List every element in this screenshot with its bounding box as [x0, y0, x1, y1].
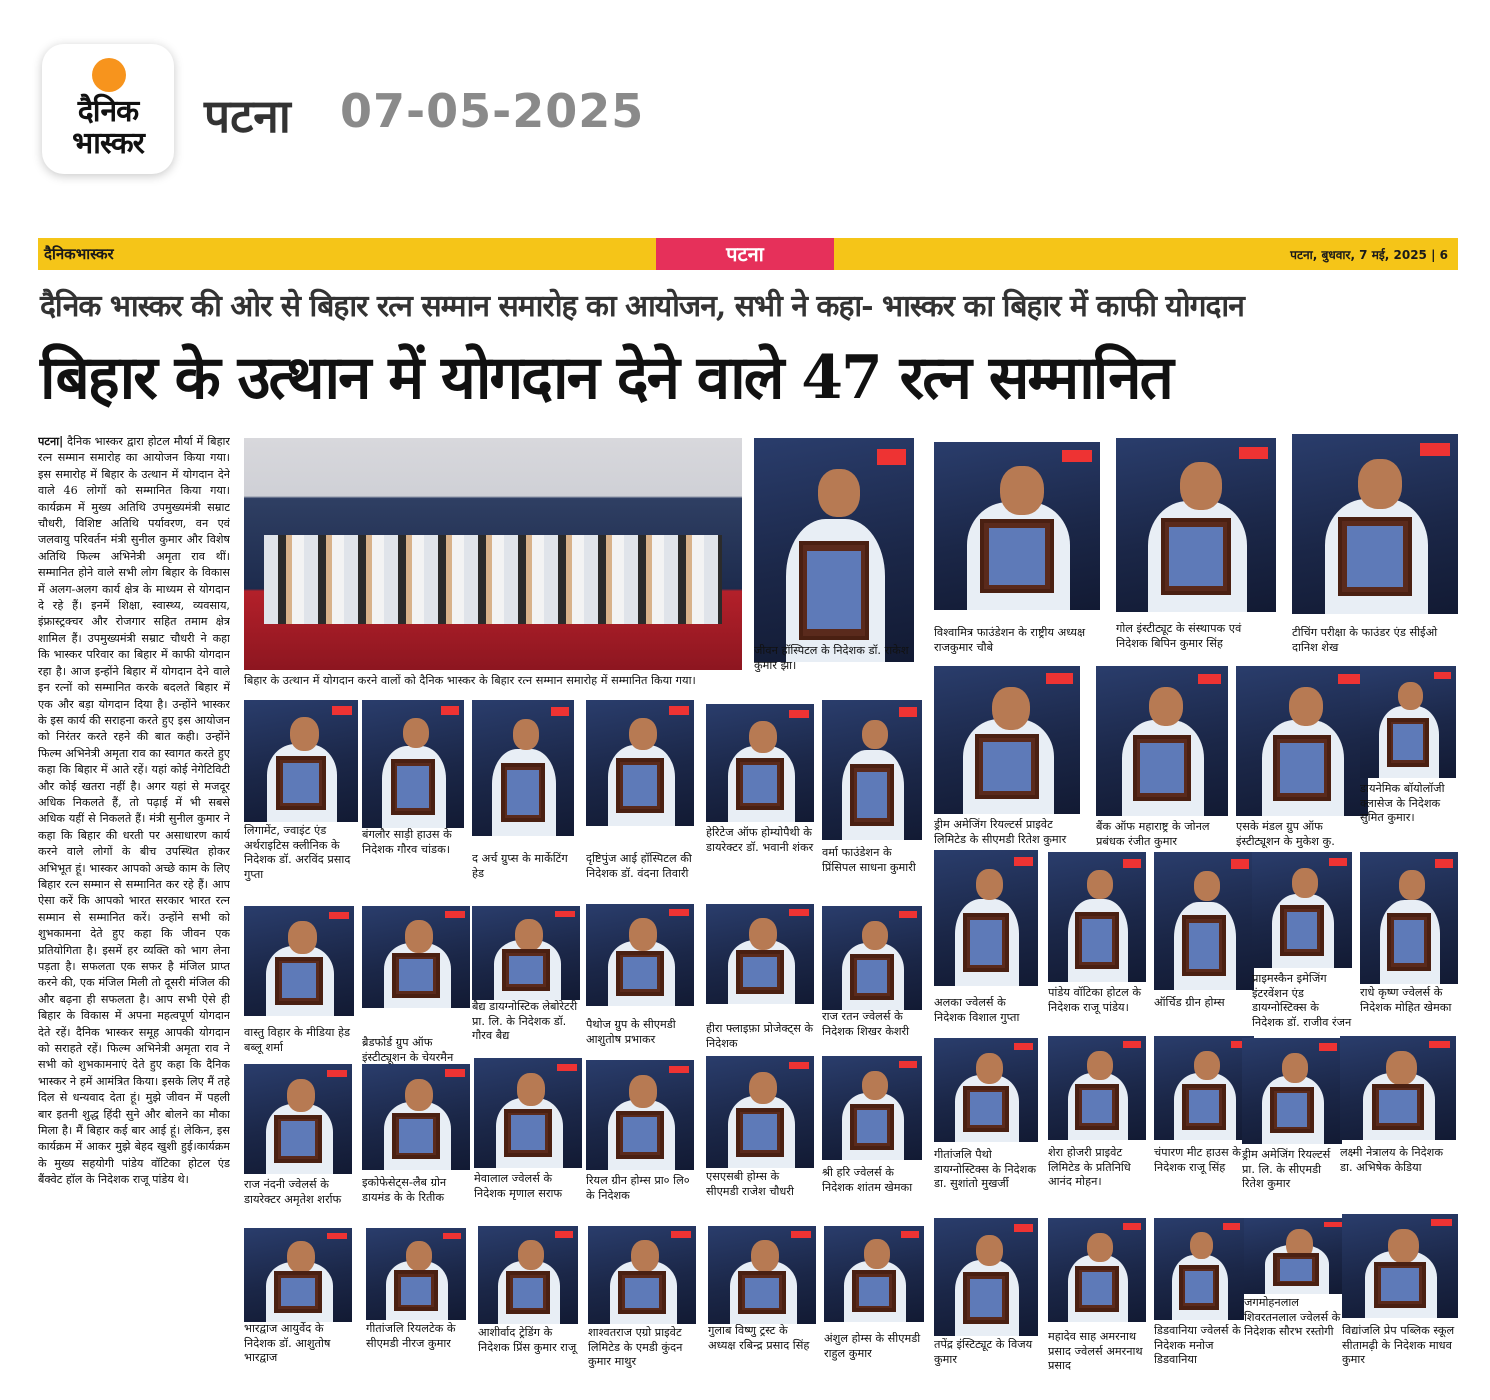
person-head — [629, 1075, 657, 1107]
honoree-photo — [472, 906, 580, 1000]
certificate-frame — [1273, 1253, 1319, 1286]
person-head — [1180, 462, 1222, 510]
photo-caption: टीचिंग परीक्षा के फाउंडर एंड सीईओ दानिश शेख — [1292, 626, 1438, 654]
dainik-bhaskar-logo[interactable]: दैनिक भास्कर — [42, 44, 174, 174]
event-logo — [1239, 447, 1268, 459]
person-head — [862, 720, 888, 750]
section-label: पटना — [656, 238, 834, 270]
certificate-frame — [1280, 905, 1324, 956]
event-logo — [332, 706, 353, 715]
certificate-frame — [1075, 1266, 1118, 1312]
honoree-photo — [586, 700, 694, 826]
person-head — [513, 719, 540, 749]
person-head — [1386, 1051, 1416, 1086]
person-head — [287, 1079, 315, 1111]
photo-caption: डिडवानिया ज्वेलर्स के निदेशक मनोज डिडवानिया — [1154, 1324, 1241, 1366]
photo-caption: गीतांजलि पैथो डायग्नोस्टिक्स के निदेशक डा. सुशांतो मुखर्जी — [934, 1148, 1037, 1190]
photo-caption: श्री हरि ज्वेलर्स के निदेशक शांतम खेमका — [822, 1166, 913, 1194]
newspaper-page — [38, 238, 1458, 1400]
photo-caption: ऑर्चिड ग्रीन होम्स — [1154, 996, 1225, 1009]
event-logo — [1338, 674, 1362, 685]
photo-caption: ड्रीम अमेजिंग रियल्टर्स प्रा. लि. के सीएमडी रितेश कुमार — [1242, 1148, 1331, 1190]
certificate-frame — [1179, 1265, 1219, 1310]
person-head — [864, 1239, 890, 1269]
event-logo — [877, 449, 906, 465]
certificate-frame — [1075, 912, 1118, 969]
honoree-photo — [934, 1038, 1038, 1142]
person-head — [862, 1071, 888, 1101]
honoree-photo — [244, 906, 354, 1016]
certificate-frame — [275, 957, 323, 1005]
certificate-frame — [1372, 1084, 1423, 1130]
certificate-frame — [1273, 735, 1331, 801]
honoree-photo — [1096, 666, 1228, 816]
certificate-frame — [963, 1086, 1009, 1132]
honoree-photo — [1360, 852, 1458, 984]
certificate-frame — [736, 1108, 784, 1157]
photo-caption: महादेव साह अमरनाथ प्रसाद ज्वेलर्स अमरनाथ प्रसाद — [1048, 1330, 1143, 1372]
event-logo — [445, 911, 464, 918]
certificate-frame — [616, 951, 664, 996]
person-head — [287, 1241, 315, 1273]
certificate-frame — [1338, 517, 1411, 596]
person-head — [1087, 870, 1112, 899]
certificate-frame — [736, 758, 784, 810]
honoree-photo — [1048, 1218, 1146, 1322]
honoree-photo — [362, 1064, 470, 1170]
event-logo — [441, 706, 459, 715]
person-head — [1149, 687, 1183, 726]
event-logo — [1046, 673, 1072, 683]
photo-caption: चंपारण मीट हाउस के निदेशक राजू सिंह — [1154, 1146, 1241, 1174]
honoree-photo — [934, 850, 1038, 986]
photo-caption: बंगलौर साड़ी हाउस के निदेशक गौरव चांडक। — [362, 828, 452, 856]
photo-caption: वर्मा फाउंडेशन के प्रिंसिपल साधना कुमारी — [822, 846, 916, 874]
certificate-frame — [501, 763, 546, 823]
certificate-frame — [618, 1271, 666, 1314]
certificate-frame — [963, 1272, 1009, 1324]
photo-caption: अंशुल होम्स के सीएमडी राहुल कुमार — [824, 1332, 921, 1360]
person-head — [749, 1072, 777, 1104]
photo-caption: पैथोज ग्रुप के सीएमडी आशुतोष प्रभाकर — [586, 1018, 676, 1046]
certificate-frame — [502, 949, 550, 990]
photo-caption: तपेंद्र इंस्टिट्यूट के विजय कुमार — [934, 1338, 1033, 1366]
honoree-photo — [586, 1060, 694, 1170]
event-logo — [671, 1231, 690, 1238]
event-logo — [555, 911, 574, 918]
certificate-frame — [852, 1270, 896, 1312]
person-head — [1000, 466, 1043, 516]
certificate-frame — [1387, 718, 1429, 767]
photo-caption: लक्ष्मी नेत्रालय के निदेशक डा. अभिषेक केडिया — [1340, 1146, 1444, 1174]
photo-caption: पांडेय वॉटिका होटल के निदेशक राजू पांडेय। — [1048, 986, 1142, 1014]
certificate-frame — [980, 519, 1053, 593]
certificate-frame — [1161, 518, 1231, 595]
photo-caption: शेरा होजरी प्राइवेट लिमिटेड के प्रतिनिधि आनंद मोहन। — [1048, 1146, 1131, 1188]
certificate-frame — [394, 1270, 438, 1310]
honoree-photo — [934, 442, 1100, 610]
person-head — [976, 1235, 1003, 1266]
certificate-frame — [391, 759, 436, 815]
photo-caption: ब्रैडफोर्ड ग्रुप ऑफ इंस्टीट्यूशन के चेयरमैन — [362, 1036, 454, 1064]
person-head — [1292, 868, 1318, 898]
person-head — [1190, 1232, 1213, 1259]
person-head — [1087, 1051, 1112, 1080]
photo-caption: दृष्टिपुंज आई हॉस्पिटल की निदेशक डॉ. वंदना तिवारी — [586, 852, 692, 880]
certificate-frame — [392, 953, 440, 998]
honoree-photo — [244, 1228, 352, 1322]
person-head — [629, 718, 657, 750]
certificate-frame — [1133, 735, 1191, 801]
honoree-photo — [706, 704, 814, 822]
certificate-frame — [1270, 1087, 1314, 1134]
stage-group-photo — [244, 438, 742, 670]
person-head — [1399, 870, 1424, 899]
event-logo — [1434, 672, 1451, 680]
honoree-photo — [1048, 852, 1146, 982]
honoree-photo — [1292, 434, 1458, 614]
event-logo — [669, 1066, 688, 1074]
certificate-frame — [392, 1113, 440, 1160]
honoree-photo — [244, 1064, 352, 1174]
person-head — [403, 718, 430, 748]
photo-caption: हीरा फ्लाइफ़ा प्रोजेक्ट्स के निदेशक — [706, 1022, 814, 1050]
headline: बिहार के उत्थान में योगदान देने वाले 47 रत्न सम्मानित — [40, 343, 1172, 413]
photo-caption: लिगामेंट, ज्वाइंट एंड अर्थराइटिस क्लीनिक के निदेशक डॉ. अरविंद प्रसाद गुप्ता — [244, 824, 351, 881]
event-logo — [789, 1062, 808, 1070]
photo-caption: बैंक ऑफ महाराष्ट्र के जोनल प्रबंधक रंजीत कुमार — [1096, 820, 1210, 848]
honoree-photo — [1154, 1036, 1254, 1140]
person-head — [1282, 1053, 1308, 1083]
event-logo — [1223, 1223, 1239, 1230]
event-logo — [1123, 1041, 1141, 1048]
person-head — [976, 1053, 1003, 1084]
certificate-frame — [274, 1115, 322, 1163]
person-head — [862, 921, 888, 951]
honoree-photo — [1242, 1038, 1342, 1144]
honorees-group — [264, 535, 722, 623]
paper-brand: दैनिकभास्कर — [44, 245, 114, 263]
honoree-photo — [1340, 1036, 1456, 1140]
person-head — [288, 921, 317, 954]
photo-caption: जीवन हॉस्पिटल के निदेशक डॉ. राकेश कुमार झा। — [754, 644, 909, 672]
certificate-frame — [736, 950, 784, 994]
event-logo — [899, 911, 917, 918]
event-logo — [1429, 1041, 1450, 1048]
photo-caption: बैद्य डायग्नोस्टिक लेबोरेटरी प्रा. लि. के निदेशक डॉ. गौरव बैद्य — [472, 1000, 578, 1042]
sun-icon — [92, 58, 126, 92]
person-head — [749, 918, 777, 950]
person-head — [631, 1240, 659, 1272]
event-logo — [1329, 858, 1347, 866]
honoree-photo — [1154, 1218, 1244, 1320]
certificate-frame — [738, 1271, 786, 1314]
event-logo — [901, 1231, 919, 1238]
photo-caption: विद्यांजलि प्रेप पब्लिक स्कूल सीतामढ़ी के निदेशक माधव कुमार — [1342, 1324, 1455, 1366]
person-head — [1358, 459, 1401, 509]
photo-caption: गोल इंस्टीट्यूट के संस्थापक एवं निदेशक बिपिन कुमार सिंह — [1116, 622, 1242, 650]
event-logo — [1319, 1043, 1337, 1050]
certificate-frame — [799, 541, 869, 640]
person-head — [1289, 687, 1323, 726]
certificate-frame — [506, 1271, 550, 1314]
certificate-frame — [850, 954, 894, 1000]
photo-caption: मेवालाल ज्वेलर्स के निदेशक मृणाल सराफ — [474, 1172, 563, 1200]
honoree-photo — [472, 700, 574, 836]
honoree-photo — [588, 1226, 696, 1324]
person-head — [405, 920, 433, 952]
certificate-frame — [963, 913, 1009, 973]
person-head — [629, 918, 657, 950]
event-logo — [1231, 859, 1249, 869]
event-logo — [791, 1231, 810, 1238]
subheadline: दैनिक भास्कर की ओर से बिहार रत्न सम्मान समारोह का आयोजन, सभी ने कहा- भास्कर का बिहार में काफी योगदान — [40, 289, 1244, 324]
honoree-photo — [1236, 666, 1368, 816]
honoree-photo — [1048, 1036, 1146, 1140]
certificate-frame — [1075, 1084, 1118, 1130]
edition-city: पटना — [204, 89, 291, 143]
honoree-photo — [474, 1058, 582, 1168]
event-logo — [899, 1061, 917, 1068]
photo-caption: जगमोहनलाल शिवरतनलाल ज्वेलर्स के निदेशक सौरभ रस्तोगी — [1244, 1296, 1341, 1338]
event-logo — [1014, 857, 1033, 867]
person-head — [992, 687, 1030, 731]
person-head — [1194, 871, 1220, 901]
certificate-frame — [1374, 1262, 1425, 1308]
honoree-photo — [934, 666, 1080, 814]
certificate-frame — [276, 756, 326, 810]
person-head — [1087, 1233, 1112, 1262]
person-head — [406, 1241, 432, 1271]
event-logo — [1431, 1219, 1452, 1226]
person-head — [405, 1079, 433, 1111]
event-logo — [669, 909, 688, 916]
event-logo — [1014, 1224, 1033, 1232]
event-logo — [551, 707, 569, 717]
photo-caption: विश्वामित्र फाउंडेशन के राष्ट्रीय अध्यक्ष राजकुमार चौबे — [934, 626, 1086, 654]
masthead-bar — [38, 238, 1458, 270]
honoree-photo — [1154, 852, 1254, 990]
person-head — [1398, 682, 1423, 711]
event-logo — [555, 1231, 573, 1238]
certificate-frame — [504, 1109, 552, 1157]
person-head — [518, 1240, 544, 1270]
event-logo — [329, 912, 349, 920]
honoree-photo — [822, 906, 922, 1010]
certificate-frame — [1182, 915, 1226, 976]
honoree-photo — [934, 1218, 1038, 1336]
event-logo — [327, 1070, 346, 1078]
event-logo — [445, 1069, 464, 1076]
honoree-photo — [822, 700, 922, 840]
photo-caption: प्राइमस्कैन इमेजिंग इंटरवेंशन एंड डायग्नोस्टिक्स के निदेशक डॉ. राजीव रंजन — [1252, 972, 1352, 1029]
event-logo — [1062, 450, 1092, 462]
honoree-photo — [1360, 666, 1456, 778]
event-logo — [789, 710, 808, 718]
photo-caption: वास्तु विहार के मीडिया हेड बब्लू शर्मा — [244, 1026, 351, 1054]
event-logo — [1123, 859, 1141, 868]
photo-caption: ड्रीम अमेजिंग रियल्टर्स प्राइवेट लिमिटेड के सीएमडी रितेश कुमार — [934, 818, 1067, 846]
event-logo — [557, 1064, 576, 1072]
photo-caption: एसएसबी होम्स के सीएमडी राजेश चौधरी — [706, 1170, 794, 1198]
honoree-photo — [706, 1056, 814, 1168]
event-logo — [327, 1233, 346, 1240]
photo-caption: भारद्वाज आयुर्वेद के निदेशक डॉ. आशुतोष भारद्वाज — [244, 1322, 331, 1364]
certificate-frame — [850, 1104, 894, 1150]
honoree-photo — [824, 1226, 924, 1322]
event-logo — [1198, 674, 1222, 685]
person-head — [976, 869, 1003, 900]
photo-caption: एसके मंडल ग्रुप ऑफ इंस्टीट्यूशन के मुकेश कु. — [1236, 820, 1335, 848]
event-logo — [899, 707, 917, 717]
person-head — [751, 1240, 779, 1272]
certificate-frame — [616, 758, 664, 813]
certificate-frame — [616, 1111, 664, 1159]
person-head — [818, 469, 860, 517]
article-body — [38, 434, 230, 1384]
photo-caption: द अर्च ग्रुप्स के मार्केटिंग हेड — [472, 852, 568, 880]
photo-caption: गीतांजलि रियलटेक के सीएमडी नीरज कुमार — [366, 1322, 456, 1350]
honoree-photo — [244, 700, 358, 822]
person-head — [1194, 1051, 1220, 1081]
person-head — [1388, 1229, 1418, 1264]
honoree-photo — [1342, 1214, 1458, 1318]
certificate-frame — [1387, 913, 1430, 971]
honoree-photo — [478, 1226, 578, 1324]
honoree-photo — [1116, 438, 1276, 612]
issue-info: पटना, बुधवार, 7 मई, 2025 | 6 — [1290, 248, 1448, 262]
photo-caption: राज रतन ज्वेलर्स के निदेशक शिखर केशरी — [822, 1010, 910, 1038]
honoree-photo — [586, 904, 694, 1006]
photo-caption: इकोफेसेट्स-लैब ग्रोन डायमंड के के रितीक — [362, 1176, 447, 1204]
photo-caption: बिहार के उत्थान में योगदान करने वालों को दैनिक भास्कर के बिहार रत्न सम्मान समारोह में सम्मानित किया गया। — [244, 674, 696, 687]
honoree-photo — [362, 700, 464, 828]
honoree-photo — [362, 906, 470, 1008]
honoree-photo — [708, 1226, 816, 1324]
edition-date: 07-05-2025 — [340, 84, 645, 138]
person-head — [290, 717, 320, 751]
photo-caption: शाश्वतराज एग्रो प्राइवेट लिमिटेड के एमडी कुंदन कुमार माथुर — [588, 1326, 683, 1368]
certificate-frame — [975, 734, 1039, 799]
event-logo — [1420, 443, 1450, 456]
photo-caption: हेरिटेज ऑफ होम्योपैथी के डायरेक्टर डॉ. भवानी शंकर — [706, 826, 814, 854]
honoree-photo — [1244, 1218, 1348, 1294]
honoree-photo — [706, 904, 814, 1004]
photo-caption: गुलाब विष्णु ट्रस्ट के अध्यक्ष रबिन्द्र प्रसाद सिंह — [708, 1324, 810, 1352]
event-logo — [1014, 1043, 1033, 1050]
photo-caption: राज नंदनी ज्वेलर्स के डायरेक्टर अमृतेश शर्राफ — [244, 1178, 342, 1206]
photo-caption: राधे कृष्ण ज्वेलर्स के निदेशक मोहित खेमका — [1360, 986, 1452, 1014]
certificate-frame — [274, 1271, 322, 1312]
honoree-photo — [754, 438, 914, 662]
person-head — [749, 721, 777, 753]
photo-caption: अलका ज्वेलर्स के निदेशक विशाल गुप्ता — [934, 996, 1020, 1024]
certificate-frame — [1182, 1084, 1226, 1130]
honoree-photo — [1252, 852, 1352, 968]
event-logo — [1324, 1222, 1343, 1227]
event-logo — [789, 909, 808, 916]
event-logo — [1123, 1223, 1141, 1230]
person-head — [515, 919, 543, 951]
dateline: पटना| — [38, 435, 64, 448]
event-logo — [669, 706, 688, 715]
event-logo — [443, 1233, 461, 1239]
person-head — [517, 1073, 545, 1105]
screenshot-header — [0, 0, 1490, 210]
certificate-frame — [850, 764, 894, 826]
event-logo — [1435, 859, 1453, 868]
honoree-photo — [366, 1228, 466, 1320]
photo-caption: रियल ग्रीन होम्स प्रा० लि० के निदेशक — [586, 1174, 690, 1202]
article-text: दैनिक भास्कर द्वारा होटल मौर्या में बिहार रत्न सम्मान समारोह का आयोजन किया गया। इस समारोह में बिहार के उत्थान में योगदान देने वाले 46 लोगों को सम्मानित किया गया। कार्यक्रम में मुख्य अतिथि उपमुख्यमंत्री सम्राट चौधरी, विशिष्ट अतिथि पर्यावरण, वन एवं जलवायु परिवर्तन मंत्री सुनील कुमार और विशेष अतिथि फिल्म अभिनेत्री अमृता राव थीं। सम्मानित होने वाले सभी लोग बिहार के विकास में अलग-अलग कार्य क्षेत्र के माध्यम से योगदान दे रहे हैं। इनमें शिक्षा, स्वास्थ्य, व्यवसाय, इंफ्रास्ट्रक्चर और रोजगार सहित तमाम क्षेत्र शामिल हैं। उपमुख्यमंत्री सम्राट चौधरी ने कहा कि भास्कर परिवार का बिहार में काफी योगदान रहा है। आज इन्होंने बिहार में योगदान देने वाले इन रत्नों को सम्मानित करके बदलते बिहार में एक और बड़ा योगदान दिया है। उन्होंने भास्कर के इस कार्य की सराहना करते हुए इस आयोजन को निरंतर करते रहने की बात कही। उन्होंने फिल्म अभिनेत्री अमृता राव का स्वागत करते हुए कहा कि बिहार में आते रहें। यहां कोई नेगेटिविटी और कोई खतरा नहीं है। अगर यहां से मजदूर अधिक निकलते हैं, तो पढ़ाई में भी सबसे अधिक यहीं से निकलते हैं। मंत्री सुनील कुमार ने कहा कि बिहार की धरती पर असाधारण कार्य करने वाले लोगों के बीच उपस्थित होकर अभिभूत हूं। भास्कर आपको अच्छे काम के लिए बिहार रत्न सम्मान से सम्मानित कर रहे हैं। आप ऐसा करें कि आपको भारत सरकार भारत रत्न सम्मान से सम्मानित करें। उन्होंने सभी को शुभकामना देते हुए कहा कि जीवन एक प्रतियोगिता है। इसमें हर व्यक्ति को भाग लेना पड़ता है। सफलता एक सफर है मंजिल प्राप्त करने की, एक मंजिल मिली तो दूसरी मंजिल की और बढ़ना ही सफलता है। आप सभी ऐसे ही बिहार के विकास में अपना महत्वपूर्ण योगदान देते रहें। दैनिक भास्कर समूह आपकी योगदान को सराहते रहें। फिल्म अभिनेत्री अमृता राव ने सभी को शुभकामनाएं देते हुए कहा कि दैनिक भास्कर ने हमें आमंत्रित किया। इसके लिए मैं तहे दिल से धन्यवाद देता हूं। मुझे जीवन में पहली बार इतनी शुद्ध हिंदी सुने और बोलने का मौका मिला है। मैं बिहार कई बार आई हूं। लेकिन, इस कार्यक्रम में आकर मुझे बेहद खुशी हुई।कार्यक्रम के मुख्य सहयोगी पांडेय वॉटिका होटल एंड बैंक्वेट हॉल के निदेशक राजू पांडेय थे। — [38, 435, 230, 1187]
photo-caption: आशीर्वाद ट्रेडिंग के निदेशक प्रिंस कुमार राजू — [478, 1326, 577, 1354]
honoree-photo — [822, 1056, 922, 1160]
photo-caption: डायनेमिक बॉयोलॉजी क्लासेज के निदेशक सुमित कुमार। — [1360, 782, 1445, 824]
